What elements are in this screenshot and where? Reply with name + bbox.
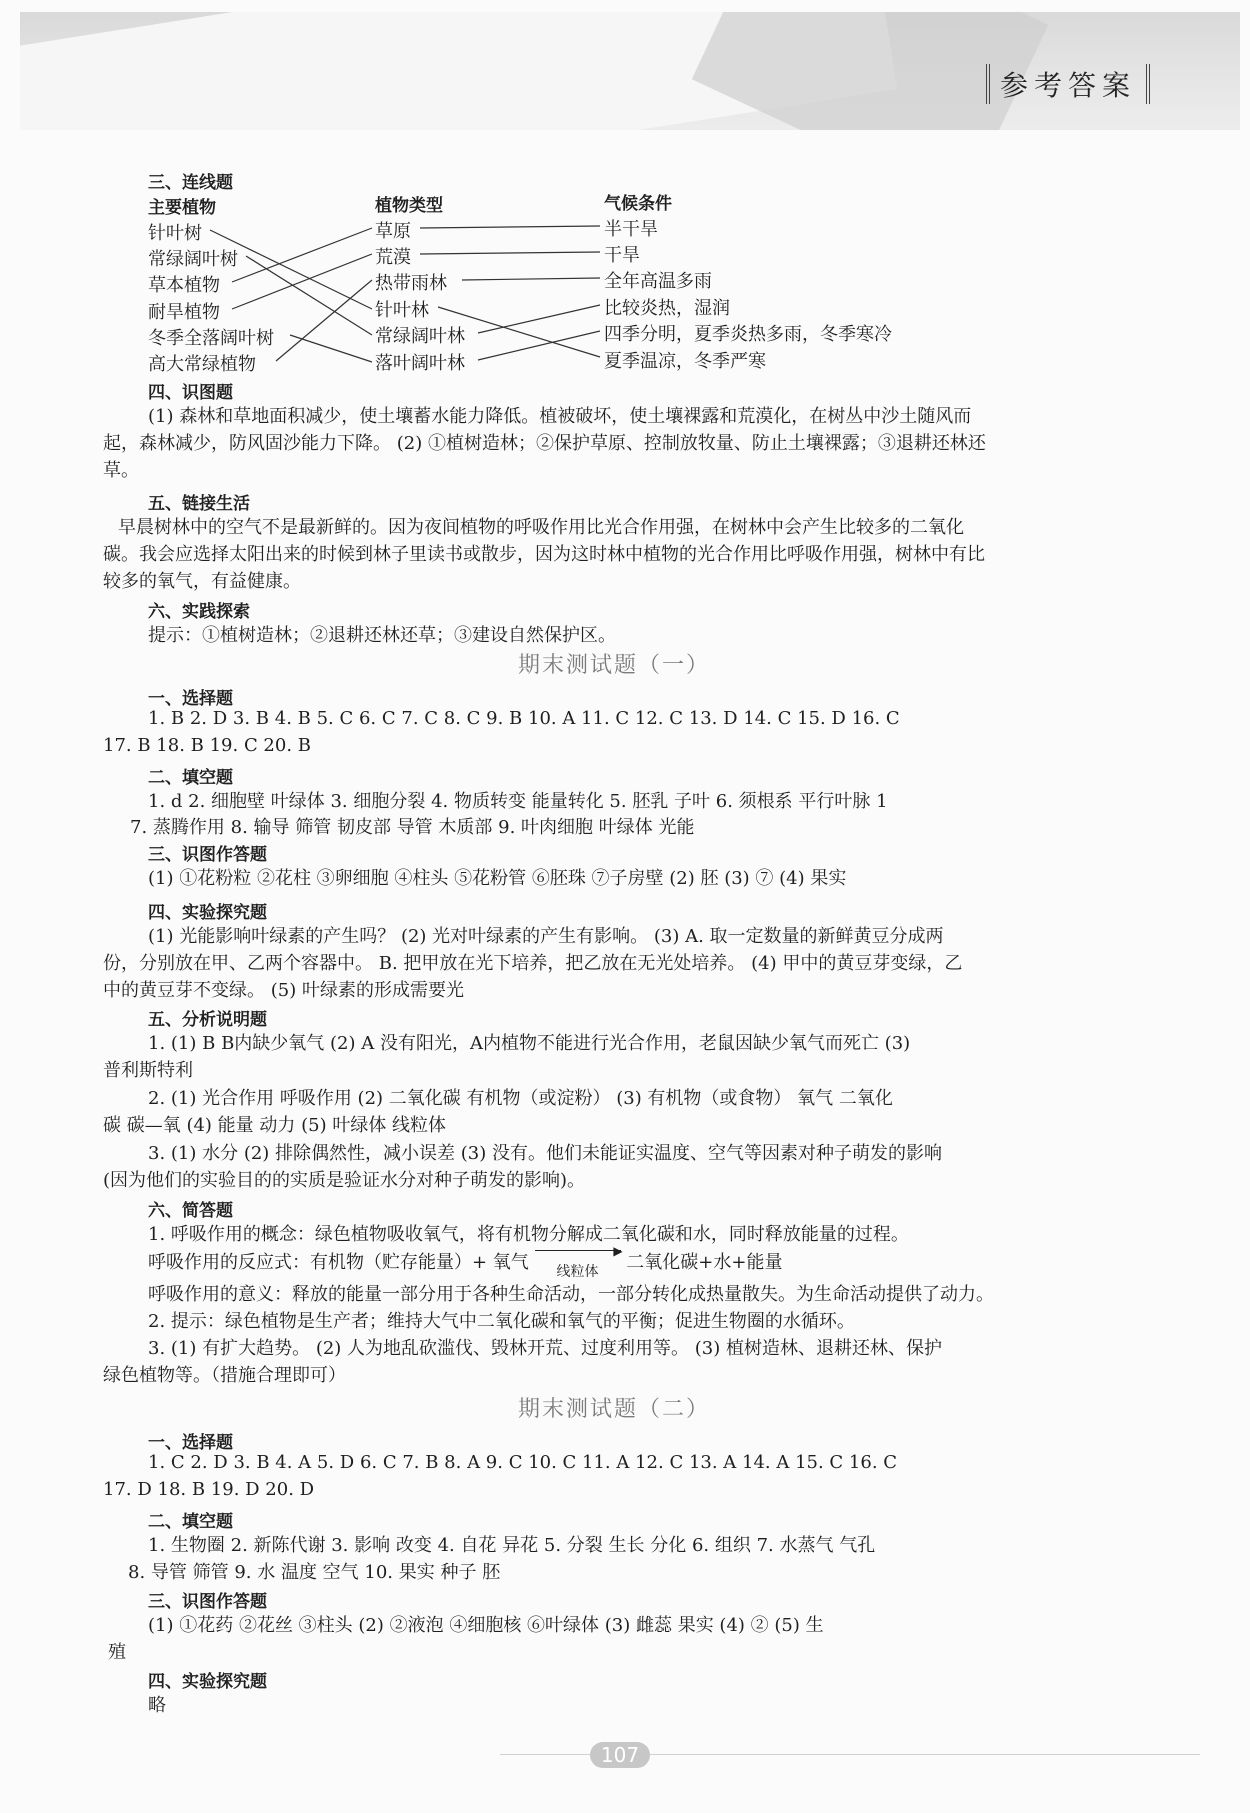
section-heading: 三、识图作答题 xyxy=(148,845,267,865)
text-line: 8. 导管 筛管 9. 水 温度 空气 10. 果实 种子 胚 xyxy=(128,1562,501,1583)
match-line xyxy=(232,254,372,309)
text-line: (1) 光能影响叶绿素的产生吗？ (2) 光对叶绿素的产生有影响。 (3) A. 取一定数量的新鲜黄豆分成两 xyxy=(148,926,944,947)
section-heading: 三、识图作答题 xyxy=(148,1592,267,1612)
climate-item: 半干旱 xyxy=(604,219,658,240)
text-line: (因为他们的实验目的的实质是验证水分对种子萌发的影响)。 xyxy=(103,1170,586,1191)
text-line: (1) ①花粉粒 ②花柱 ③卵细胞 ④柱头 ⑤花粉管 ⑥胚珠 ⑦子房壁 (2) 胚 (3) ⑦ (4) 果实 xyxy=(148,868,847,889)
section-title: 期末测试题（二） xyxy=(518,1397,711,1422)
plant-item: 针叶树 xyxy=(148,223,202,244)
plant-item: 耐旱植物 xyxy=(148,302,220,323)
climate-item: 四季分明，夏季炎热多雨，冬季寒冷 xyxy=(604,324,892,345)
text-line: 碳。我会应选择太阳出来的时候到林子里读书或散步，因为这时林中植物的光合作用比呼吸作用强，树林中有比 xyxy=(103,544,985,565)
section-heading: 四、实验探究题 xyxy=(148,1672,267,1692)
equation xyxy=(148,1244,783,1280)
section-heading: 二、填空题 xyxy=(148,768,233,788)
climate-item: 全年高温多雨 xyxy=(604,271,712,292)
catalyst-label: 线粒体 xyxy=(556,1264,599,1280)
match-line xyxy=(478,331,600,360)
climate-item: 比较炎热，湿润 xyxy=(604,298,730,319)
matching-heading: 三、连线题 xyxy=(148,173,233,193)
vegetation-item: 落叶阔叶林 xyxy=(375,353,465,374)
col2-header: 植物类型 xyxy=(375,196,443,216)
text-line: 3. (1) 有扩大趋势。 (2) 人为地乱砍滥伐、毁林开荒、过度利用等。 (3) 植树造林、退耕还林、保护 xyxy=(148,1338,942,1359)
page-number: 107 xyxy=(590,1742,650,1768)
vegetation-item: 常绿阔叶林 xyxy=(375,326,465,347)
plant-item: 常绿阔叶树 xyxy=(148,249,238,270)
equation-prefix: 呼吸作用的反应式：有机物（贮存能量）+ 氧气 xyxy=(148,1252,529,1273)
match-line xyxy=(478,305,600,333)
plant-item: 草本植物 xyxy=(148,275,220,296)
match-line xyxy=(276,280,372,361)
text-line: 呼吸作用的意义：释放的能量一部分用于各种生命活动，一部分转化成热量散失。为生命活动提供了动力。 xyxy=(148,1284,994,1305)
match-line xyxy=(462,278,600,280)
text-line: 早晨树林中的空气不是最新鲜的。因为夜间植物的呼吸作用比光合作用强，在树林中会产生比较多的二氧化 xyxy=(118,517,964,538)
header-title: 参考答案 xyxy=(986,64,1150,104)
equation-products: 二氧化碳+水+能量 xyxy=(626,1252,783,1273)
text-line: 1. (1) B B内缺少氧气 (2) A 没有阳光，A内植物不能进行光合作用，老鼠因缺少氧气而死亡 (3) xyxy=(148,1033,911,1054)
vegetation-item: 草原 xyxy=(375,221,411,242)
text-line: 2. (1) 光合作用 呼吸作用 (2) 二氧化碳 有机物（或淀粉） (3) 有机物（或食物） 氧气 二氧化 xyxy=(148,1088,893,1109)
vegetation-item: 荒漠 xyxy=(375,247,411,268)
text-line: 份，分别放在甲、乙两个容器中。 B. 把甲放在光下培养，把乙放在无光处培养。 (4) 甲中的黄豆芽变绿，乙 xyxy=(103,953,963,974)
text-line: 17. D 18. B 19. D 20. D xyxy=(103,1479,315,1500)
text-line: 绿色植物等。（措施合理即可） xyxy=(103,1365,346,1386)
match-line xyxy=(420,226,600,228)
text-line: 17. B 18. B 19. C 20. B xyxy=(103,735,312,756)
section-heading: 二、填空题 xyxy=(148,1512,233,1532)
plant-item: 冬季全落阔叶树 xyxy=(148,328,274,349)
text-line: (1) ①花药 ②花丝 ③柱头 (2) ②液泡 ④细胞核 ⑥叶绿体 (3) 雌蕊 果实 (4) ② (5) 生 xyxy=(148,1615,824,1636)
section-title: 期末测试题（一） xyxy=(518,653,711,678)
match-line xyxy=(420,252,600,254)
section-heading: 四、识图题 xyxy=(148,383,233,403)
text-line: 1. C 2. D 3. B 4. A 5. D 6. C 7. B 8. A 9. C 10. C 11. A 12. C 13. A 14. A 15. C 16. C xyxy=(148,1452,898,1473)
vegetation-item: 针叶林 xyxy=(375,300,429,321)
text-line: 提示：①植树造林；②退耕还林还草；③建设自然保护区。 xyxy=(148,625,616,646)
text-line: 中的黄豆芽不变绿。 (5) 叶绿素的形成需要光 xyxy=(103,980,464,1001)
text-line: 普利斯特利 xyxy=(103,1060,193,1081)
reaction-arrow: ▶ $_{线粒体}$ xyxy=(535,1252,621,1273)
climate-item: 干旱 xyxy=(604,245,640,266)
match-line xyxy=(232,228,372,282)
text-line: 较多的氧气，有益健康。 xyxy=(103,571,301,592)
text-line: 殖 xyxy=(108,1642,126,1663)
matching-lines xyxy=(0,0,1250,400)
climate-item: 夏季温凉，冬季严寒 xyxy=(604,351,766,372)
text-line: 7. 蒸腾作用 8. 输导 筛管 韧皮部 导管 木质部 9. 叶肉细胞 叶绿体 光能 xyxy=(130,817,695,838)
text-line: 碳 碳—氧 (4) 能量 动力 (5) 叶绿体 线粒体 xyxy=(103,1115,447,1136)
section-heading: 六、实践探索 xyxy=(148,602,250,622)
text-line: 草。 xyxy=(103,460,139,481)
text-line: 1. 呼吸作用的概念：绿色植物吸收氧气，将有机物分解成二氧化碳和水，同时释放能量的过程。 xyxy=(148,1224,909,1245)
match-line xyxy=(438,307,600,357)
vegetation-item: 热带雨林 xyxy=(375,273,447,294)
plant-item: 高大常绿植物 xyxy=(148,354,256,375)
section-heading: 五、链接生活 xyxy=(148,494,250,514)
match-line xyxy=(210,230,372,309)
col1-header: 主要植物 xyxy=(148,198,216,218)
text-line: 2. 提示：绿色植物是生产者；维持大气中二氧化碳和氧气的平衡；促进生物圈的水循环。 xyxy=(148,1311,855,1332)
section-heading: 六、简答题 xyxy=(148,1201,233,1221)
text-line: (1) 森林和草地面积减少，使土壤蓄水能力降低。植被破坏，使土壤裸露和荒漠化，在树丛中沙土随风而 xyxy=(148,406,972,427)
section-heading: 一、选择题 xyxy=(148,1433,233,1453)
text-line: 1. B 2. D 3. B 4. B 5. C 6. C 7. C 8. C 9. B 10. A 11. C 12. C 13. D 14. C 15. D 16. C xyxy=(148,708,900,729)
section-heading: 一、选择题 xyxy=(148,689,233,709)
section-heading: 四、实验探究题 xyxy=(148,903,267,923)
text-line: 3. (1) 水分 (2) 排除偶然性，减小误差 (3) 没有。他们未能证实温度、空气等因素对种子萌发的影响 xyxy=(148,1143,942,1164)
col3-header: 气候条件 xyxy=(604,194,672,214)
text-line: 1. d 2. 细胞壁 叶绿体 3. 细胞分裂 4. 物质转变 能量转化 5. 胚乳 子叶 6. 须根系 平行叶脉 1 xyxy=(148,791,888,812)
section-heading: 五、分析说明题 xyxy=(148,1010,267,1030)
text-line: 起，森林减少，防风固沙能力下降。 (2) ①植树造林；②保护草原、控制放牧量、防止土壤裸露；③退耕还林还 xyxy=(103,433,986,454)
text-line: 1. 生物圈 2. 新陈代谢 3. 影响 改变 4. 自花 异花 5. 分裂 生长 分化 6. 组织 7. 水蒸气 气孔 xyxy=(148,1535,876,1556)
text-line: 略 xyxy=(148,1695,166,1716)
